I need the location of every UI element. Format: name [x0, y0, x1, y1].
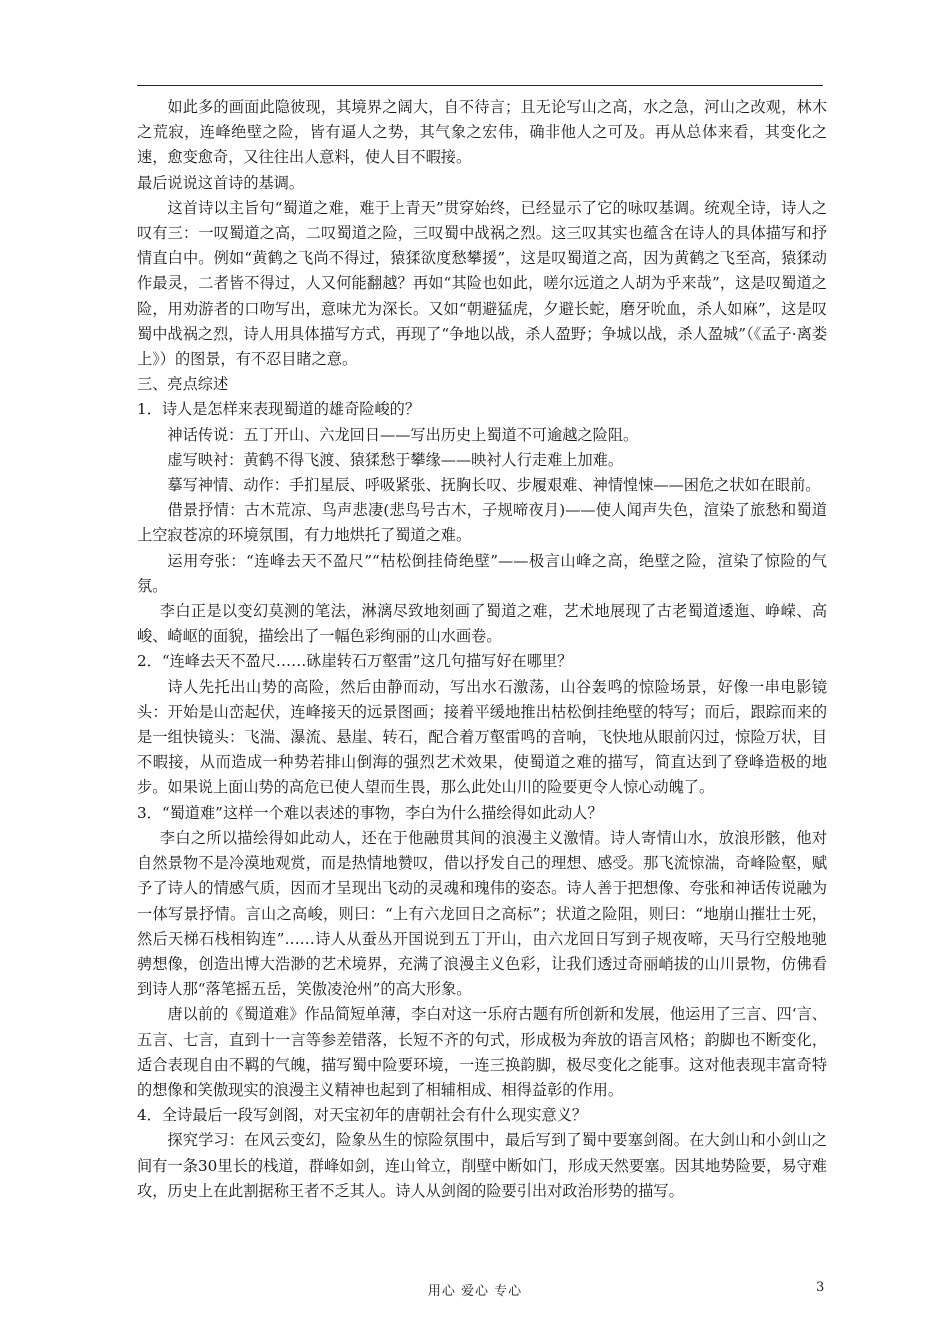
question-heading: 4．全诗最后一段写剑阁，对天宝初年的唐朝社会有什么现实意义？	[137, 1106, 588, 1125]
footer-slogan: 用心 爱心 专心	[427, 1284, 523, 1299]
header-rule	[137, 85, 823, 86]
paragraph: 这首诗以主旨句“蜀道之难，难于上青天”贯穿始终，已经显示了它的咏叹基调。统观全诗，诗人之叹有三：一叹蜀道之高，二叹蜀道之险，三叹蜀中战祸之烈。这三叹其实也蕴含在诗人的具体描写和抒情直白中。例如“黄鹤之飞尚不得过，猿猱欲度愁攀援”，这是叹蜀道之高，因为黄鹤之飞至高，猿猱动作最灵，二者皆不得过，人又何能翻越？再如“其险也如此，嗟尔远道之人胡为乎来哉”，这是叹蜀道之险，用劝游者的口吻写出，意味尤为深长。又如“朝避猛虎，夕避长蛇，磨牙吮血，杀人如麻”，这是叹蜀中战祸之烈，诗人用具体描写方式，再现了“争地以战，杀人盈野；争城以战，杀人盈城”（《孟子·离娄上》）的图景，有不忍目睹之意。	[137, 198, 827, 369]
list-item: 虚写映衬：黄鹤不得飞渡、猿猱愁于攀缘——映衬人行走难上加难。	[167, 450, 624, 469]
list-item: 神话传说：五丁开山、六龙回日——写出历史上蜀道不可逾越之险阻。	[167, 425, 639, 444]
list-item: 借景抒情：古木荒凉、鸟声悲凄(悲鸟号古木，子规啼夜月)——使人闻声失色，渲染了旅愁和蜀道上空寂苍凉的环境氛围，有力地烘托了蜀道之难。	[137, 501, 827, 545]
document-body	[137, 95, 827, 1204]
paragraph: 探究学习：在风云变幻，险象丛生的惊险氛围中，最后写到了蜀中要塞剑阁。在大剑山和小剑山之间有一条30里长的栈道，群峰如剑，连山耸立，削壁中断如门，形成天然要塞。因其地势险要，易守难攻，历史上在此割据称王者不乏其人。诗人从剑阁的险要引出对政治形势的描写。	[137, 1131, 827, 1200]
paragraph: 诗人先托出山势的高险，然后由静而动，写出水石激荡，山谷轰鸣的惊险场景，好像一串电影镜头：开始是山峦起伏，连峰接天的远景图画；接着平缓地推出枯松倒挂绝壁的特写；而后，跟踪而来的是一组快镜头：飞湍、瀑流、悬崖、转石，配合着万壑雷鸣的音响，飞快地从眼前闪过，惊险万状，目不暇接，从而造成一种势若排山倒海的强烈艺术效果，使蜀道之难的描写，简直达到了登峰造极的地步。如果说上面山势的高危已使人望而生畏，那么此处山川的险要更令人惊心动魄了。	[137, 677, 827, 797]
paragraph: 如此多的画面此隐彼现，其境界之阔大，自不待言；且无论写山之高，水之急，河山之改观，林木之荒寂，连峰绝壁之险，皆有逼人之势，其气象之宏伟，确非他人之可及。再从总体来看，其变化之速，愈变愈奇，又往往出人意料，使人目不暇接。	[137, 98, 827, 167]
paragraph: 李白之所以描绘得如此动人，还在于他融贯其间的浪漫主义激情。诗人寄情山水，放浪形骸，他对自然景物不是冷漠地观赏，而是热情地赞叹，借以抒发自己的理想、感受。那飞流惊湍，奇峰险壑，赋予了诗人的情感气质，因而才呈现出飞动的灵魂和瑰伟的姿态。诗人善于把想像、夸张和神话传说融为一体写景抒情。言山之高峻，则曰：“上有六龙回日之高标”；状道之险阻，则曰：“地崩山摧壮士死，然后天梯石栈相钩连”……诗人从蚕丛开国说到五丁开山，由六龙回日写到子规夜啼，天马行空般地驰骋想像，创造出博大浩渺的艺术境界，充满了浪漫主义色彩，让我们透过奇丽峭拔的山川景物，仿佛看到诗人那“落笔摇五岳，笑傲凌沧州”的高大形象。	[137, 828, 827, 999]
paragraph: 唐以前的《蜀道难》作品简短单薄，李白对这一乐府古题有所创新和发展，他运用了三言、四‘言、五言、七言，直到十一言等参差错落，长短不齐的句式，形成极为奔放的语言风格；韵脚也不断变化，适合表现自由不羁的气魄，描写蜀中险要环境，一连三换韵脚，极尽变化之能事。这对他表现丰富奇特的想像和笑傲现实的浪漫主义精神也起到了相辅相成、相得益彰的作用。	[137, 1005, 827, 1099]
paragraph: 最后说说这首诗的基调。	[137, 173, 305, 192]
section-heading: 三、亮点综述	[137, 375, 229, 394]
question-heading: 3．“蜀道难”这样一个难以表述的事物，李白为什么描绘得如此动人？	[137, 803, 603, 822]
question-heading: 2．“连峰去天不盈尺……砯崖转石万壑雷”这几句描写好在哪里？	[137, 652, 573, 671]
question-heading: 1．诗人是怎样来表现蜀道的雄奇险峻的？	[137, 400, 421, 419]
list-item: 摹写神情、动作：手扪星辰、呼吸紧张、抚胸长叹、步履艰难、神情惶悚——困危之状如在眼前。	[167, 476, 821, 495]
paragraph: 李白正是以变幻莫测的笔法，淋漓尽致地刻画了蜀道之难，艺术地展现了古老蜀道逶迤、峥嵘、高峻、崎岖的面貌，描绘出了一幅色彩绚丽的山水画卷。	[137, 602, 827, 646]
list-item: 运用夸张：“连峰去天不盈尺”“枯松倒挂倚绝壁”——极言山峰之高，绝壁之险，渲染了惊险的气氛。	[137, 551, 827, 595]
page-number: 3	[816, 1280, 825, 1295]
